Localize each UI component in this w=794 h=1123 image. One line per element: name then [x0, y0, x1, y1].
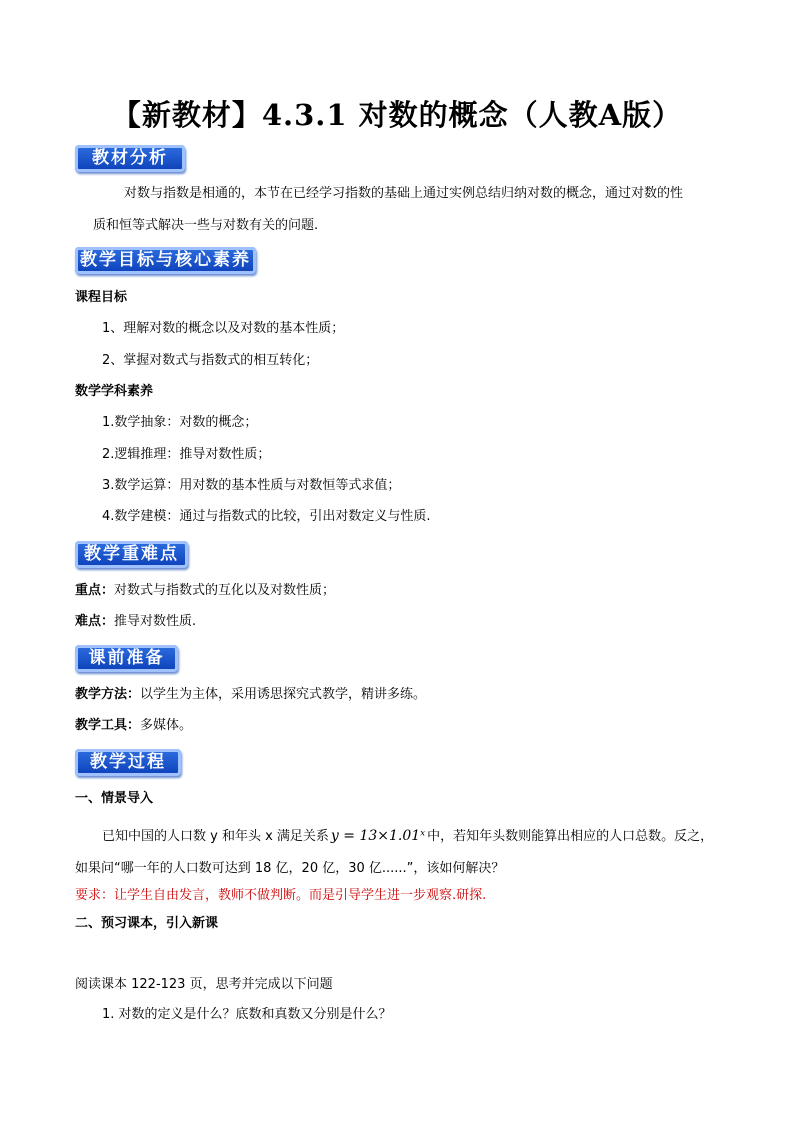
method-text: 以学生为主体，采用诱思探究式教学，精讲多练。 [140, 687, 427, 702]
reading-instruction: 阅读课本 122-123 页，思考并完成以下问题 [75, 977, 333, 992]
difficulty-label: 难点： [75, 614, 115, 629]
section-badge-process: 教学过程 [75, 749, 181, 776]
course-goal-item: 1、理解对数的概念以及对数的基本性质； [102, 321, 345, 336]
part1-line-1a: 已知中国的人口数 y 和年头 x 满足关系 [102, 829, 329, 844]
section-badge-analysis: 教材分析 [75, 145, 185, 172]
page-title: 【新教材】4.3.1 对数的概念（人教A版） [111, 98, 683, 132]
part1-line-1 [102, 827, 713, 846]
method-label: 教学方法： [75, 687, 141, 702]
literacy-item: 3.数学运算：用对数的基本性质与对数恒等式求值； [102, 478, 401, 493]
focus-label: 重点： [75, 583, 115, 598]
focus-text: 对数式与指数式的互化以及对数性质； [114, 583, 336, 598]
tool-line [75, 717, 192, 735]
section-badge-key-points: 教学重难点 [75, 541, 188, 568]
difficulty-text: 推导对数性质. [114, 614, 197, 629]
section-badge-preparation: 课前准备 [75, 645, 178, 672]
part1-heading: 一、情景导入 [75, 791, 154, 806]
part2-heading: 二、预习课本，引入新课 [75, 916, 219, 931]
analysis-line-2: 质和恒等式解决一些与对数有关的问题. [93, 218, 319, 233]
part1-line-2: 如果问“哪一年的人口数可达到 18 亿，20 亿，30 亿......”，该如何解决？ [75, 861, 505, 876]
part1-line-1b: 中，若知年头数则能算出相应的人口总数。反之， [427, 829, 714, 844]
population-formula: y = 13×1.01ˣ [330, 828, 426, 844]
course-goals-heading: 课程目标 [75, 290, 128, 305]
literacy-item: 1.数学抽象：对数的概念； [102, 415, 258, 430]
literacy-item: 2.逻辑推理：推导对数性质； [102, 447, 271, 462]
tool-text: 多媒体。 [140, 718, 193, 733]
focus-line [75, 582, 335, 600]
literacy-heading: 数学学科素养 [75, 384, 154, 399]
difficulty-line [75, 613, 196, 631]
literacy-item: 4.数学建模：通过与指数式的比较，引出对数定义与性质. [102, 509, 431, 524]
section-badge-goals: 教学目标与核心素养 [75, 247, 256, 274]
requirement-note: 要求：让学生自由发言，教师不做判断。而是引导学生进一步观察.研探. [75, 888, 487, 903]
tool-label: 教学工具： [75, 718, 141, 733]
question-1: 1. 对数的定义是什么？底数和真数又分别是什么？ [102, 1007, 392, 1022]
method-line [75, 686, 426, 704]
analysis-line-1: 对数与指数是相通的，本节在已经学习指数的基础上通过实例总结归纳对数的概念，通过对数的性 [124, 186, 684, 201]
course-goal-item: 2、掌握对数式与指数式的相互转化； [102, 353, 319, 368]
